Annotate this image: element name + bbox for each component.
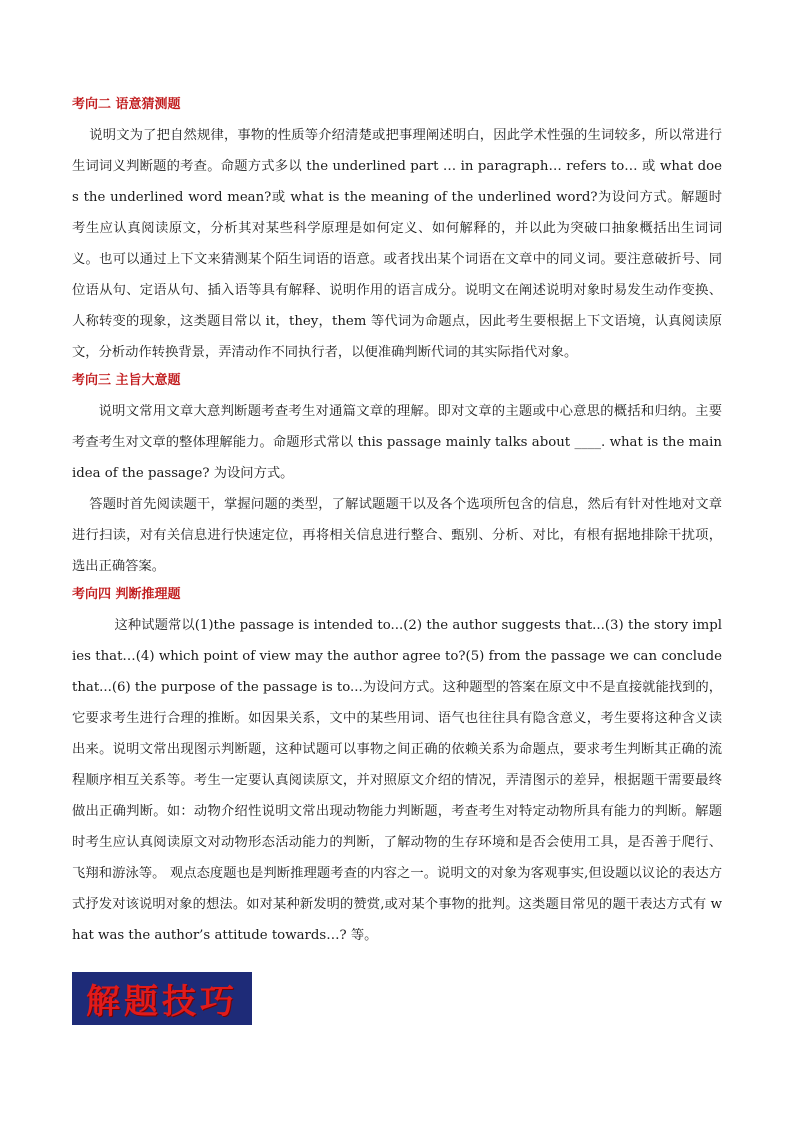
paragraph: 说明文常用文章大意判断题考查考生对通篇文章的理解。即对文章的主题或中心意思的概括和归纳。主要考查考生对文章的整体理解能力。命题形式常以 this passage mainly talks about ____. what is the main idea of the passage? 为设问方式。 — [72, 404, 722, 481]
paragraph: 这种试题常以(1)the passage is intended to...(2) the author suggests that...(3) the story implies that…(4) which point of view may the author agree to?(5) from the passage we can conclude that...(6) the purpose of the passage is to...为设问方式。这种题型的答案在原文中不是直接就能找到的，它要求考生进行合理的推断。如因果关系，文中的某些用词、语气也往往具有隐含意义，考生要将这种含义读出来。说明文常出现图示判断题，这种试题可以事物之间正确的依赖关系为命题点，要求考生判断其正确的流程顺序相互关系等。考生一定要认真阅读原文，并对照原文介绍的情况，弄清图示的差异，根据题干需要最终做出正确判断。如：动物介绍性说明文常出现动物能力判断题，考查考生对特定动物所具有能力的判断。解题时考生应认真阅读原文对动物形态活动能力的判断，了解动物的生存环境和是否会使用工具，是否善于爬行、飞翔和游泳等。 观点态度题也是判断推理题考查的内容之一。说明文的对象为客观事实,但设题以议论的表达方式抒发对该说明对象的想法。如对某种新发明的赞赏,或对某个事物的批判。这类题目常见的题干表达方式有 what was the author’s attitude towards…? 等。 — [72, 618, 722, 943]
section-heading: 考向三 主旨大意题 — [72, 373, 181, 388]
paragraph: 说明文为了把自然规律，事物的性质等介绍清楚或把事理阐述明白，因此学术性强的生词较多，所以常进行生词词义判断题的考查。命题方式多以 the underlined part … in paragraph… refers to… 或 what does the underlined word mean?或 what is the meaning of the underlined word?为设问方式。解题时考生应认真阅读原文，分析其对某些科学原理是如何定义、如何解释的，并以此为突破口抽象概括出生词词义。也可以通过上下文来猜测某个陌生词语的语意。或者找出某个词语在文章中的同义词。要注意破折号、同位语从句、定语从句、插入语等具有解释、说明作用的语言成分。说明文在阐述说明对象时易发生动作变换、人称转变的现象，这类题目常以 it，they，them 等代词为命题点，因此考生要根据上下文语境，认真阅读原文，分析动作转换背景，弄清动作不同执行者，以便准确判断代词的其实际指代对象。 — [72, 128, 722, 360]
section-heading: 考向四 判断推理题 — [72, 587, 181, 602]
tips-banner-text: 解题技巧 — [86, 982, 238, 1022]
section-main-idea — [72, 372, 722, 582]
section-semantic-guessing — [72, 96, 722, 368]
section-heading: 考向二 语意猜测题 — [72, 97, 181, 112]
document-body — [72, 96, 722, 955]
paragraph: 答题时首先阅读题干，掌握问题的类型，了解试题题干以及各个选项所包含的信息，然后有针对性地对文章进行扫读，对有关信息进行快速定位，再将相关信息进行整合、甄别、分析、对比，有根有据地排除干扰项，选出正确答案。 — [72, 497, 722, 574]
section-inference — [72, 586, 722, 951]
tips-banner — [72, 972, 252, 1025]
